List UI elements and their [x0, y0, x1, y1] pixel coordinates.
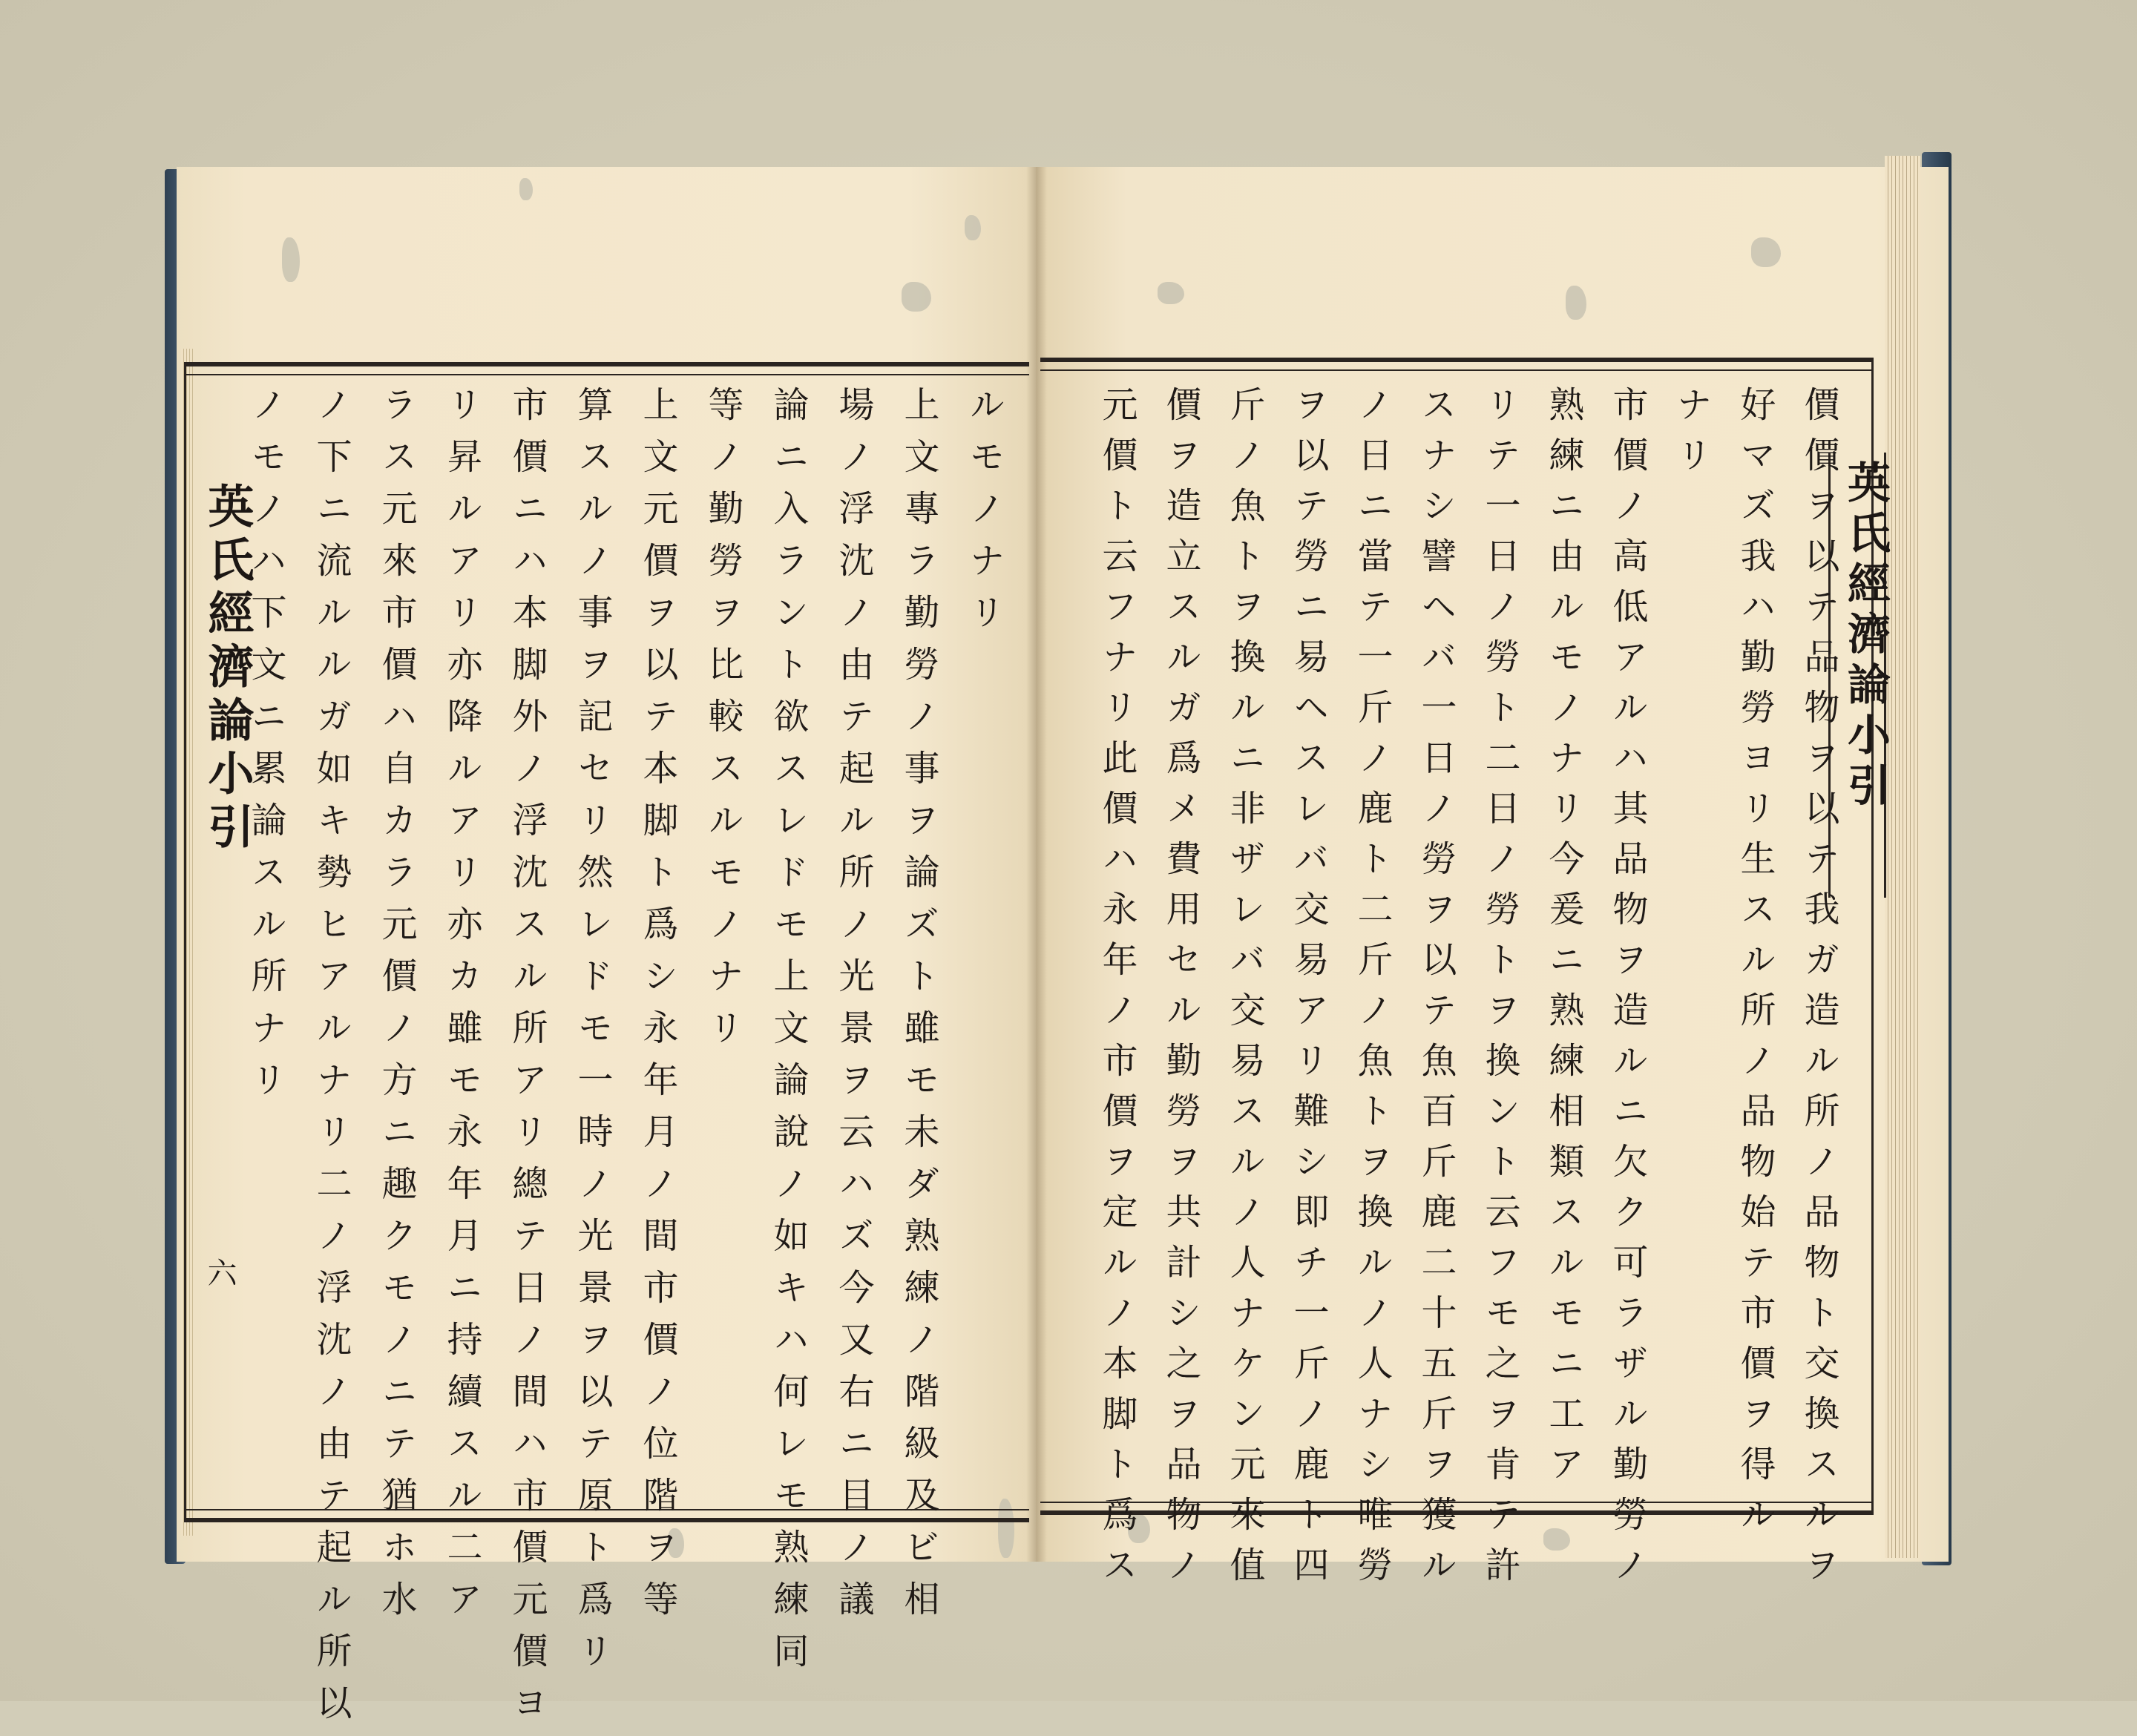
text-column: 市價ノ高低アルハ其品物ヲ造ルニ欠ク可ラザル勤勞ノ — [1606, 386, 1648, 1597]
text-column: ラス元來市價ハ自カラ元價ノ方ニ趣クモノニテ猶ホ水 — [375, 386, 417, 1632]
paper-damage-spot — [1751, 237, 1781, 267]
paper-damage-spot — [902, 282, 931, 312]
text-column: ルモノナリ — [963, 386, 1005, 645]
text-column: ノモノハ下文ニ累論スル所ナリ — [245, 386, 286, 1113]
text-column: スナシ譬ヘバ一日ノ勞ヲ以テ魚百斤鹿二十五斤ヲ獲ル — [1415, 386, 1457, 1597]
text-column: 論ニ入ラント欲スレドモ上文論說ノ如キハ何レモ熟練同 — [767, 386, 809, 1684]
text-column: ヲ以テ勞ニ易ヘスレバ交易アリ難シ即チ一斤ノ鹿ト四 — [1287, 386, 1329, 1597]
text-column: 算スルノ事ヲ記セリ然レドモ一時ノ光景ヲ以テ原ト爲リ — [571, 386, 613, 1684]
paper-damage-spot — [1158, 282, 1184, 304]
text-column: 好マズ我ハ勤勞ヨリ生スル所ノ品物始テ市價ヲ得ル — [1734, 386, 1776, 1546]
paper-damage-spot — [965, 215, 981, 240]
paper-damage-spot — [1566, 286, 1586, 320]
paper-damage-spot — [1543, 1528, 1570, 1551]
text-column: リテ一日ノ勞ト二日ノ勞トヲ換ント云フモ之ヲ肯テ許 — [1479, 386, 1520, 1597]
text-column: 市價ニハ本脚外ノ浮沈スル所アリ總テ日ノ間ハ市價元價ヨ — [506, 386, 548, 1736]
page-number: 六 — [203, 1257, 237, 1287]
text-column: リ昇ルアリ亦降ルアリ亦カ雖モ永年月ニ持續スル二ア — [441, 386, 482, 1632]
text-column: 元價ト云フナリ此價ハ永年ノ市價ヲ定ルノ本脚ト爲ス — [1096, 386, 1138, 1597]
text-column: 場ノ浮沈ノ由テ起ル所ノ光景ヲ云ハズ今又右ニ目ノ議 — [833, 386, 874, 1632]
text-column: ノ日ニ當テ一斤ノ鹿ト二斤ノ魚トヲ換ルノ人ナシ唯勞 — [1351, 386, 1393, 1597]
text-column: 等ノ勤勞ヲ比較スルモノナリ — [702, 386, 743, 1061]
paper-damage-spot — [519, 178, 533, 200]
text-column: 價價ヲ以テ品物ヲ以テ我ガ造ル所ノ品物ト交換スルヲ — [1798, 386, 1839, 1597]
text-column: 熟練ニ由ルモノナリ今爰ニ熟練相類スルモニ工ア — [1543, 386, 1584, 1496]
text-column: 價ヲ造立スルガ爲メ費用セル勤勞ヲ共計シ之ヲ品物ノ — [1160, 386, 1201, 1597]
text-column: 斤ノ魚トヲ換ルニ非ザレバ交易スルノ人ナケン元來值 — [1224, 386, 1265, 1597]
text-column: 上文元價ヲ以テ本脚ト爲シ永年月ノ間市價ノ位階ヲ等 — [637, 386, 678, 1632]
left-running-title: 英氏經濟論小引 — [200, 482, 255, 856]
text-column: ナリ — [1670, 386, 1712, 487]
left-page-body — [237, 386, 1005, 1736]
right-page-edges — [1885, 156, 1920, 1558]
right-running-title: 英氏經濟論小引 — [1840, 460, 1891, 813]
text-column: 上文專ラ勤勞ノ事ヲ論ズト雖モ未ダ熟練ノ階級及ビ相 — [898, 386, 939, 1632]
text-column: ノ下ニ流ルルガ如キ勢ヒアルナリ二ノ浮沈ノ由テ起ル所以 — [310, 386, 352, 1736]
right-page-body — [1057, 386, 1839, 1597]
